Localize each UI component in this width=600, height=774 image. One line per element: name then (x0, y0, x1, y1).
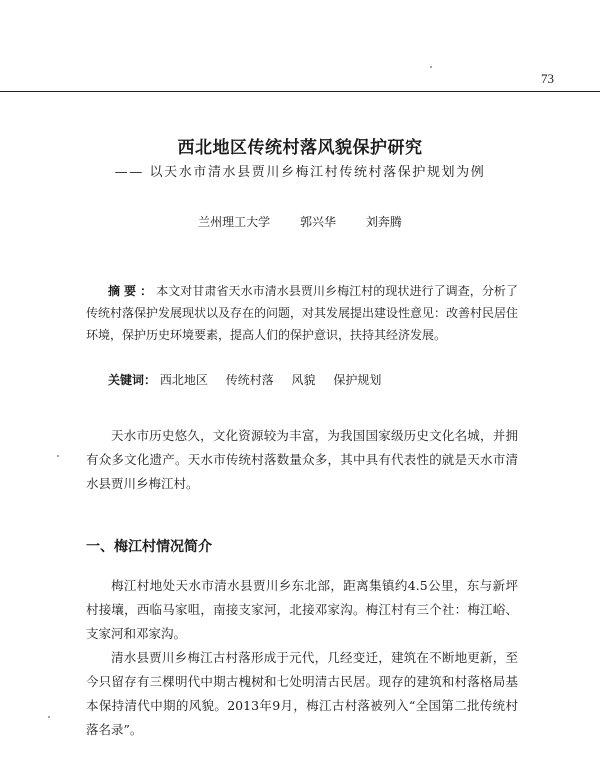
author-name: 刘奔腾 (365, 215, 402, 229)
author-line (0, 213, 600, 230)
author-affiliation: 兰州理工大学 (198, 215, 271, 229)
abstract-label: 摘要： (108, 284, 157, 298)
page-number: 73 (541, 71, 554, 86)
body-paragraph: 清水县贾川乡梅江古村落形成于元代，几经变迁，建筑在不断地更新，至今只留存有三棵明代中期古槐树和七处明清古民居。现存的建筑和村落格局基本保持清代中期的风貌。2013年9月，梅江古村落被列入“全国第二批传统村落名录”。 (86, 650, 518, 737)
abstract (86, 280, 518, 346)
author-name: 郭兴华 (299, 215, 336, 229)
abstract-text: 本文对甘肃省天水市清水县贾川乡梅江村的现状进行了调查，分析了传统村落保护发展现状以及存在的问题，对其发展提出建设性意见：改善村民居住环境，保护历史环境要素，提高人们的保护意识，扶持其经济发展。 (86, 284, 519, 342)
keyword: 西北地区 (159, 373, 208, 387)
keyword: 风貌 (291, 373, 316, 387)
body-paragraph: 梅江村地处天水市清水县贾川乡东北部，距离集镇约4.5公里，东与新坪村接壤，西临马家咀，南接支家河，北接邓家沟。梅江村有三个社：梅江峪、支家河和邓家沟。 (86, 578, 518, 641)
paper-title: 西北地区传统村落风貌保护研究 (177, 138, 423, 158)
keyword: 传统村落 (225, 373, 274, 387)
keywords-label: 关键词： (108, 373, 157, 387)
scan-speck (48, 716, 50, 718)
paper-subtitle: —— 以天水市清水县贾川乡梅江村传统村落保护规划为例 (114, 165, 486, 180)
intro-paragraph: 天水市历史悠久，文化资源较为丰富，为我国国家级历史文化名城，并拥有众多文化遗产。天水市传统村落数量众多，其中具有代表性的就是天水市清水县贾川乡梅江村。 (86, 428, 518, 491)
scan-speck (430, 66, 432, 68)
keyword: 保护规划 (333, 373, 382, 387)
header-rule (0, 91, 600, 92)
section-heading: 一、梅江村情况简介 (86, 539, 212, 555)
keywords (108, 371, 518, 389)
scan-speck (57, 455, 59, 457)
